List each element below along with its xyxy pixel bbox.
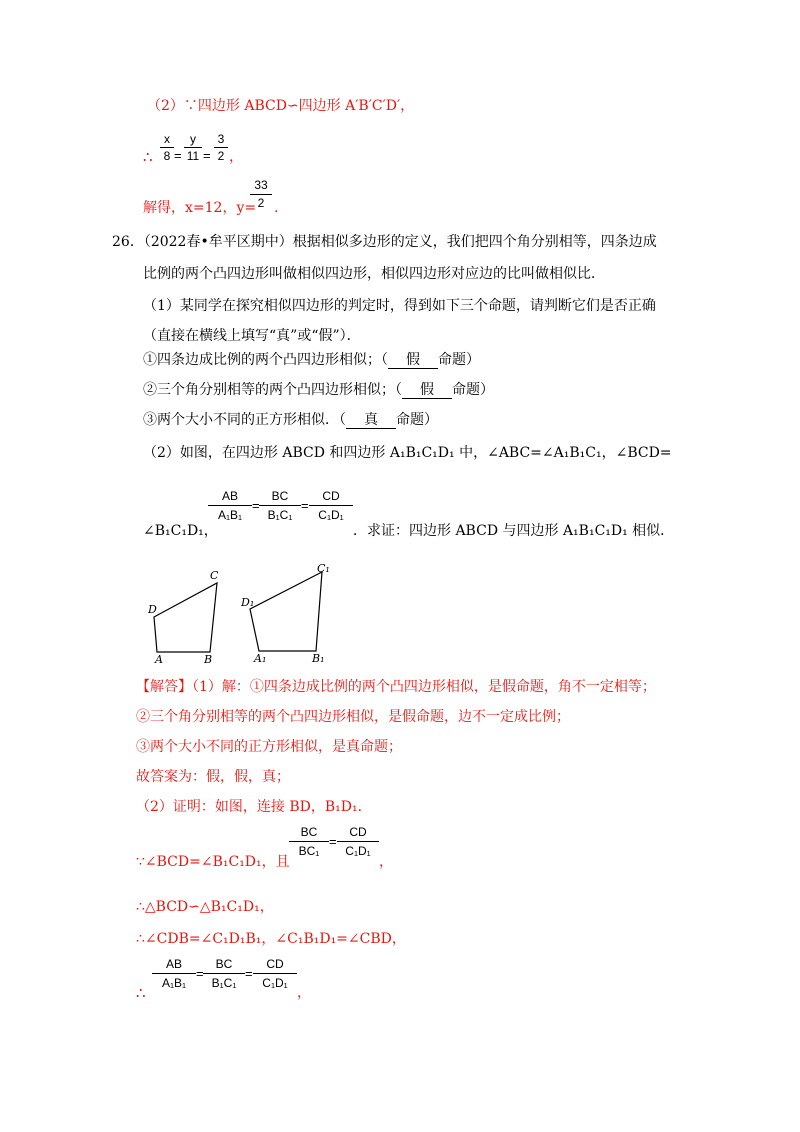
proof-equal-angles: ∴∠CDB=∠C₁D₁B₁，∠C₁B₁D₁=∠CBD， [136, 931, 406, 947]
denominator: C₁D₁ [318, 508, 344, 522]
quadrilateral-a1b1c1d1 [250, 572, 322, 651]
numerator: AB [165, 957, 182, 971]
question-26-part2: （2）如图，在四边形 ABCD 和四边形 A₁B₁C₁D₁ 中，∠ABC=∠A₁B₁C₁，∠BCD= [143, 445, 672, 461]
equals-sign: = [329, 834, 337, 849]
numerator: AB [221, 489, 238, 503]
period: . [274, 200, 279, 216]
denominator: C₁D₁ [345, 844, 371, 858]
numerator: 33 [254, 178, 268, 192]
proposition-2-answer: 假 [402, 382, 452, 399]
equals-sign: = [196, 966, 204, 981]
fraction-AB-A1B1 [208, 489, 252, 525]
vertex-label-b1: B₁ [312, 652, 325, 665]
vertex-label-a: A [155, 653, 163, 665]
proposition-3 [143, 410, 438, 430]
equals-sign: = [301, 498, 309, 513]
solution-result: 解得，x=12，y= [143, 200, 257, 216]
equals-sign: = [203, 148, 211, 163]
numerator: y [190, 132, 196, 146]
vertex-label-c: C [210, 569, 219, 582]
proposition-3-text: ③两个大小不同的正方形相似．（ [143, 412, 346, 428]
denominator: 8 [163, 149, 171, 163]
fraction-3-2 [214, 132, 228, 164]
proposition-2-text: ②三个角分别相等的两个凸四边形相似；（ [143, 382, 402, 398]
quadrilateral-figure-a1b1c1d1 [240, 560, 360, 670]
fraction-CD-C1D1 [309, 489, 353, 525]
answer-summary: 故答案为：假，假，真； [136, 769, 290, 785]
fraction-BC-BC1 [289, 825, 329, 861]
numerator: BC [215, 957, 233, 971]
denominator: A₁B₁ [217, 508, 243, 522]
fraction-CD-C1D1 [253, 957, 297, 993]
comma: ， [297, 985, 311, 1001]
proposition-3-end: 命题） [396, 412, 438, 428]
question-26-prove: ．求证：四边形 ABCD 与四边形 A₁B₁C₁D₁ 相似． [353, 523, 675, 539]
vertex-label-b: B [204, 653, 213, 665]
numerator: BC [271, 489, 289, 503]
question-26-line-1: 26．（2022春•牟平区期中）根据相似多边形的定义，我们把四个角分别相等，四条边成 [112, 234, 657, 250]
denominator: B₁C₁ [211, 976, 237, 990]
vertex-label-c1: C₁ [317, 562, 330, 575]
fraction-y-11 [184, 132, 202, 164]
equals-sign: = [174, 148, 182, 163]
equals-sign: = [252, 498, 260, 513]
proposition-2-end: 命题） [452, 382, 494, 398]
vertex-label-d: D [148, 603, 157, 616]
numerator: BC [300, 825, 318, 839]
answer-1-text: （1）解：①四条边成比例的两个凸四边形相似，是假命题，角不一定相等； [192, 679, 656, 695]
proof-given: ∵∠BCD=∠B₁C₁D₁，且 [136, 854, 290, 870]
proposition-2 [143, 380, 494, 400]
answer-part-3: ③两个大小不同的正方形相似，是真命题； [136, 739, 402, 755]
denominator: 2 [257, 196, 265, 210]
denominator: 11 [186, 149, 200, 163]
answer-part-2: ②三个角分别相等的两个凸四边形相似，是假命题，边不一定成比例； [136, 709, 570, 725]
equals-sign: = [245, 966, 253, 981]
question-26-part1-intro: （1）某同学在探究相似四边形的判定时，得到如下三个命题，请判断它们是否正确 [143, 298, 656, 314]
question-26-angle: ∠B₁C₁D₁， [143, 523, 218, 539]
question-26-instruction: （直接在横线上填写“真”或“假”）． [143, 328, 361, 344]
proposition-1-end: 命题） [438, 352, 480, 368]
numerator: x [164, 132, 170, 146]
proposition-1-answer: 假 [388, 352, 438, 369]
numerator: CD [322, 489, 340, 503]
proof-start: （2）证明：如图，连接 BD，B₁D₁． [136, 799, 372, 815]
therefore-symbol: ∴ [143, 148, 153, 166]
quadrilateral-abcd [154, 583, 217, 652]
vertex-label-a1: A₁ [254, 652, 267, 665]
comma: ， [379, 854, 393, 870]
vertex-label-d1: D₁ [241, 596, 255, 609]
numerator: CD [349, 825, 367, 839]
proposition-3-answer: 真 [346, 412, 396, 429]
denominator: A₁B₁ [161, 976, 187, 990]
answer-part-1 [136, 677, 656, 697]
proof-similar-triangles: ∴△BCD∽△B₁C₁D₁， [136, 899, 274, 915]
question-26-line-2: 比例的两个凸四边形叫做相似四边形，相似四边形对应边的比叫做相似比． [143, 266, 605, 282]
fraction-AB-A1B1 [152, 957, 196, 993]
therefore-symbol: ∴ [136, 984, 146, 1002]
proposition-1 [143, 350, 480, 370]
answer-heading: 【解答】 [136, 679, 192, 695]
proposition-1-text: ①四条边成比例的两个凸四边形相似；（ [143, 352, 388, 368]
denominator: BC₁ [298, 844, 320, 858]
numerator: 3 [217, 132, 225, 146]
fraction-BC-B1C1 [203, 957, 245, 993]
fraction-x-8 [160, 132, 174, 164]
solution-step-similar: （2）∵四边形 ABCD∽四边形 A′B′C′D′， [147, 98, 415, 114]
denominator: B₁C₁ [267, 508, 293, 522]
fraction-BC-B1C1 [259, 489, 301, 525]
denominator: 2 [217, 149, 225, 163]
denominator: C₁D₁ [262, 976, 288, 990]
numerator: CD [266, 957, 284, 971]
fraction-33-2 [250, 178, 272, 212]
fraction-CD-C1D1 [337, 825, 379, 861]
